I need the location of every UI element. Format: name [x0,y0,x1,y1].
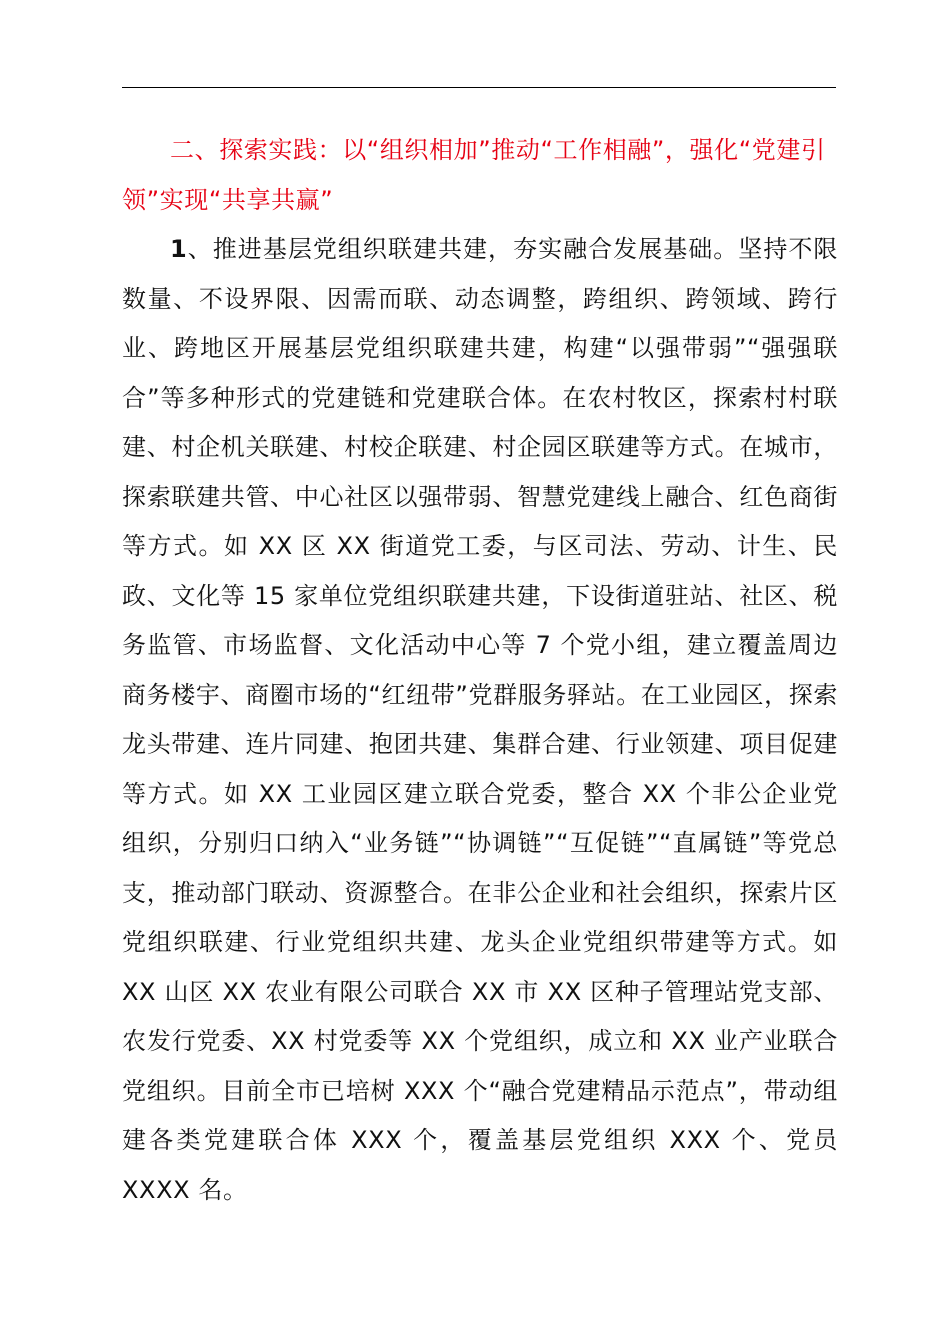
paragraph-number: 1 [170,235,188,263]
header-rule [122,87,836,88]
paragraph-text: 、推进基层党组织联建共建，夯实融合发展基础。坚持不限数量、不设界限、因需而联、动态调整，跨组织、跨领域、跨行业、跨地区开展基层党组织联建共建，构建“以强带弱”“强强联合”等多种形式的党建链和党建联合体。在农村牧区，探索村村联建、村企机关联建、村校企联建、村企园区联建等方式。在城市，探索联建共管、中心社区以强带弱、智慧党建线上融合、红色商街等方式。如 XX 区 XX 街道党工委，与区司法、劳动、计生、民政、文化等 15 家单位党组织联建共建，下设街道驻站、社区、税务监管、市场监督、文化活动中心等 7 个党小组，建立覆盖周边商务楼宇、商圈市场的“红纽带”党群服务驿站。在工业园区，探索龙头带建、连片同建、抱团共建、集群合建、行业领建、项目促建等方式。如 XX 工业园区建立联合党委，整合 XX 个非公企业党组织，分别归口纳入“业务链”“协调链”“互促链”“直属链”等党总支，推动部门联动、资源整合。在非公企业和社会组织，探索片区党组织联建、行业党组织共建、龙头企业党组织带建等方式。如 XX 山区 XX 农业有限公司联合 XX 市 XX 区种子管理站党支部、农发行党委、XX 村党委等 XX 个党组织，成立和 XX 业产业联合党组织。目前全市已培树 XXX 个“融合党建精品示范点”，带动组建各类党建联合体 XXX 个，覆盖基层党组织 XXX 个、党员 XXXX 名。 [122,235,838,1204]
body-paragraph [122,225,838,1215]
section-heading: 二、探索实践：以“组织相加”推动“工作相融”，强化“党建引领”实现“共享共赢” [122,136,826,214]
document-body [122,126,838,1215]
